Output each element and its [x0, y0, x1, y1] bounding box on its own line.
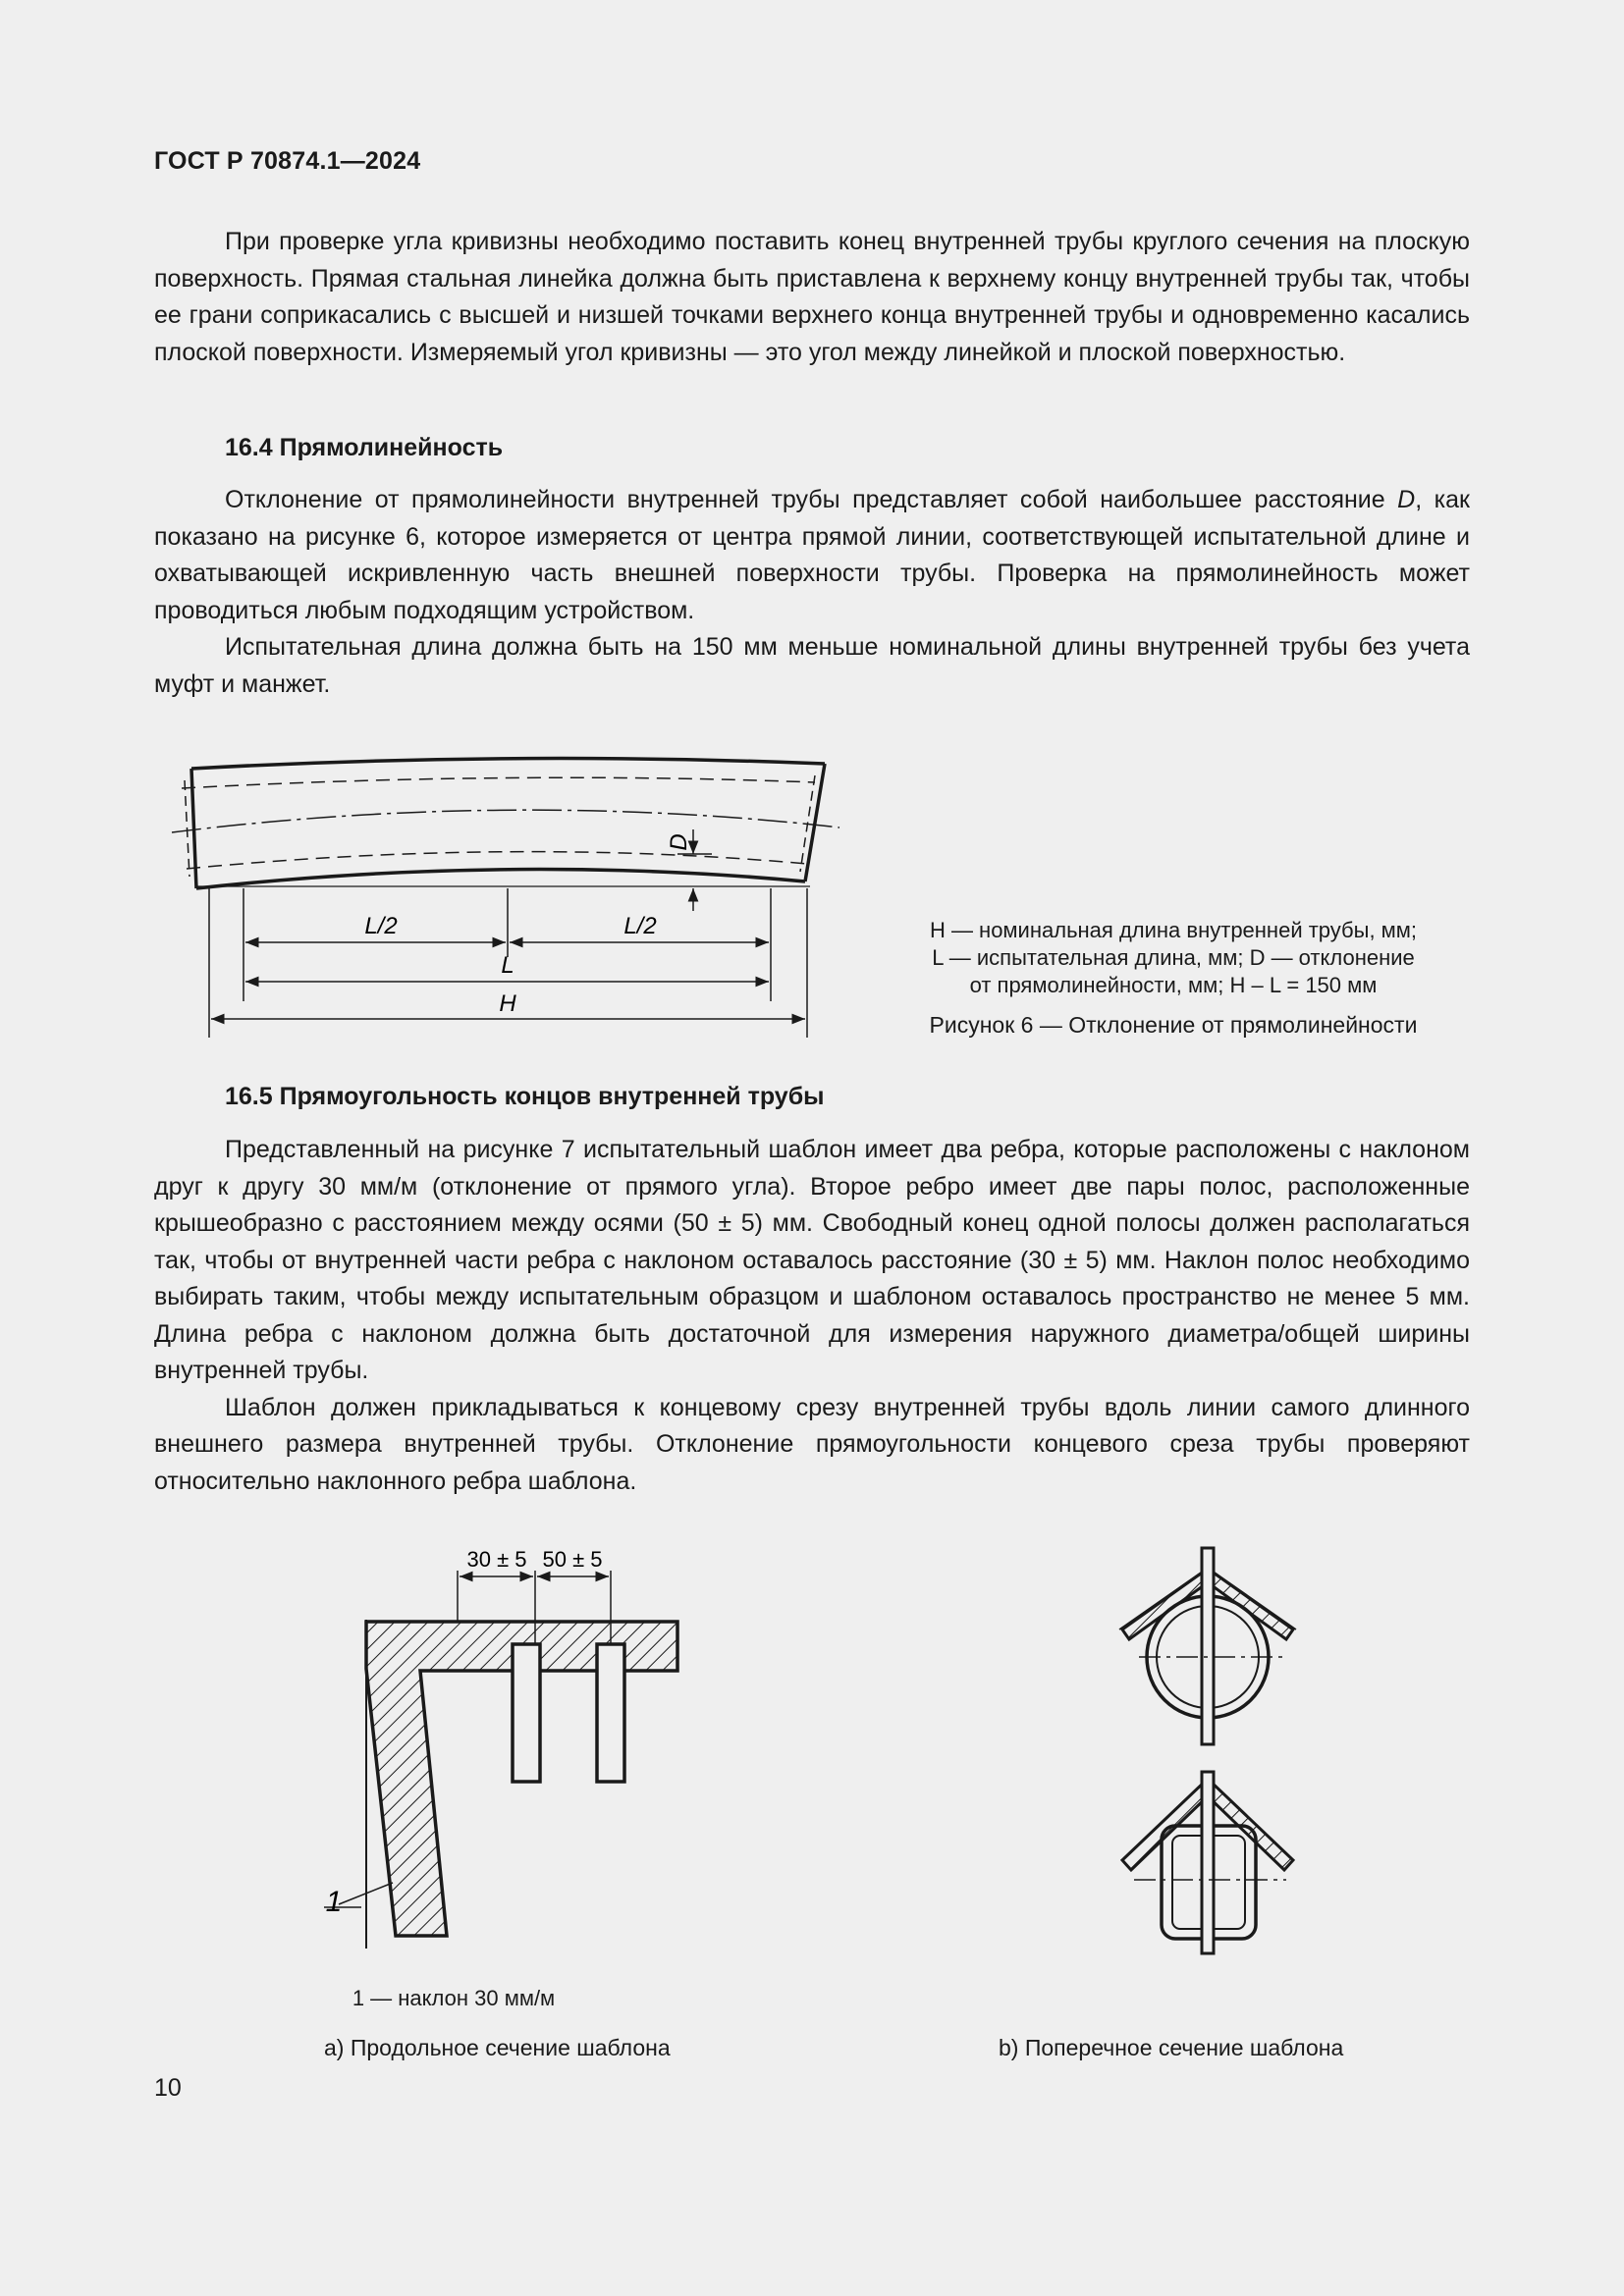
p1-variable-d: D [1397, 486, 1416, 513]
dim-label-deviation: D [666, 833, 692, 851]
dim-label-test-length: L [501, 952, 514, 979]
section-16-4-paragraph-2: Испытательная длина должна быть на 150 мм меньше номинальной длины внутренней трубы без учета муфт и манжет. [154, 633, 1470, 698]
template-longitudinal-section [324, 1571, 677, 1949]
figure-7b-caption: b) Поперечное сечение шаблона [999, 2035, 1344, 2060]
figure-6-caption: Рисунок 6 — Отклонение от прямолинейности [929, 1012, 1418, 1038]
template-cross-section-rect [1122, 1772, 1293, 1953]
figure-6-legend-line-1: H — номинальная длина внутренней трубы, мм; [929, 918, 1418, 942]
section-16-5-title: 16.5 Прямоугольность концов внутренней трубы [225, 1083, 825, 1110]
page-number: 10 [154, 2074, 182, 2102]
dim-label-half-right: L/2 [623, 913, 657, 939]
document-code: ГОСТ Р 70874.1—2024 [154, 147, 421, 175]
dim-50: 50 ± 5 [542, 1547, 603, 1572]
dim-label-nominal-length: H [499, 990, 516, 1017]
figure-6-legend-line-2: L — испытательная длина, мм; D — отклонение [932, 945, 1415, 970]
section-16-4-title: 16.4 Прямолинейность [225, 434, 504, 461]
section-16-5-paragraph-2: Шаблон должен прикладываться к концевому срезу внутренней трубы вдоль линии самого длинного внешнего размера внутренней трубы. Отклонение прямоугольности концевого среза трубы проверяют относительно наклонного ребра шаблона. [154, 1393, 1470, 1495]
dim-label-half-left: L/2 [364, 913, 398, 939]
section-16-5-paragraph-1: Представленный на рисунке 7 испытательный шаблон имеет два ребра, которые расположены с наклоном друг к другу 30 мм/м (отклонение от прямого угла). Второе ребро имеет две пары полос, расположенные крышеобразно с расстоянием между осями (50 ± 5) мм. Свободный конец одной полосы должен располагаться так, чтобы от внутренней части ребра с наклоном оставалось расстояние (30 ± 5) мм. Наклон полос необходимо выбирать таким, чтобы между испытательным образцом и шаблоном оставалось пространство не менее 5 мм. Длина ребра с наклоном должна быть достаточной для измерения наружного диаметра/общей ширины внутренней трубы. [154, 1136, 1470, 1384]
figure-7-legend: 1 — наклон 30 мм/м [352, 1986, 556, 2010]
p1-before: Отклонение от прямолинейности внутренней трубы представляет собой наибольшее расстояние [225, 486, 1398, 513]
p1-after: , как показано на рисунке 6, которое измеряется от центра прямой линии, соответствующей испытательной длине и охватывающей искривленную часть внешней поверхности трубы. Проверка на прямолинейность может проводиться любым подходящим устройством. [154, 486, 1470, 624]
dim-30: 30 ± 5 [466, 1547, 527, 1572]
intro-paragraph: При проверке угла кривизны необходимо поставить конец внутренней трубы круглого сечения на плоскую поверхность. Прямая стальная линейка должна быть приставлена к верхнему концу внутренней трубы так, чтобы ее грани соприкасались с высшей и низшей точками верхнего конца внутренней трубы и одновременно касались плоской поверхности. Измеряемый угол кривизны — это угол между линейкой и плоской поверхностью. [154, 228, 1470, 366]
figure-7a-caption: a) Продольное сечение шаблона [324, 2035, 671, 2060]
callout-1: 1 [325, 1886, 343, 1918]
figure-6-legend-line-3: от прямолинейности, мм; H – L = 150 мм [969, 973, 1378, 997]
template-cross-section-round [1119, 1548, 1296, 1744]
